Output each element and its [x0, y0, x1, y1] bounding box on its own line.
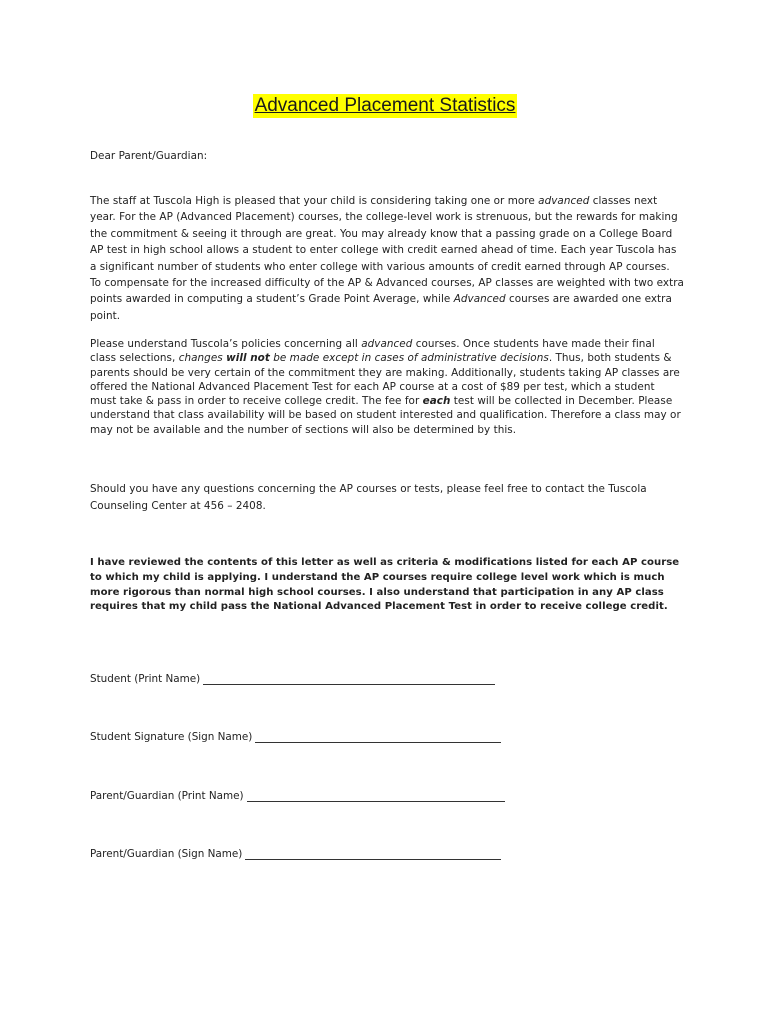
student-signature-label: Student Signature (Sign Name)	[90, 731, 253, 743]
policy-each-strong: each	[422, 395, 451, 408]
parent-print-name-label: Parent/Guardian (Print Name)	[90, 790, 244, 802]
student-print-name-field[interactable]	[203, 673, 495, 685]
policy-paragraph	[90, 337, 684, 437]
parent-signature-field[interactable]	[245, 848, 501, 860]
parent-signature-label: Parent/Guardian (Sign Name)	[90, 848, 243, 860]
policy-except-em: be made except in cases of administrative decisions	[269, 352, 549, 365]
student-print-name-label: Student (Print Name)	[90, 673, 201, 685]
policy-text-c: courses. Once students have made their final class selections,	[90, 338, 655, 365]
intro-text-a: The staff at Tuscola High is pleased that your child is considering taking one or more	[90, 195, 539, 207]
student-signature-line	[90, 731, 501, 743]
policy-text-i: test will be collected in December. Please understand that class availability will be based on student interested and qualification. Therefore a class may or may not be available and the number of sections will also be determined by this.	[90, 395, 681, 436]
policy-will-not-strong: will not	[226, 352, 270, 365]
policy-text-a: Please understand Tuscola’s policies concerning all	[90, 338, 362, 350]
parent-print-name-line	[90, 790, 505, 802]
policy-advanced-em: advanced	[361, 338, 413, 350]
parent-print-name-field[interactable]	[247, 790, 505, 802]
policy-changes-em: changes	[178, 352, 227, 365]
policy-text-g: . Thus, both students & parents should be very certain of the commitment they are making. Additionally, students taking AP classes are offered the National Advanced Placement Test for each AP course at a cost of $89 per test, which a student must take & pass in order to receive college credit. The fee for	[90, 352, 680, 408]
title-container	[0, 94, 770, 118]
student-print-name-line	[90, 673, 495, 685]
student-signature-field[interactable]	[255, 731, 501, 743]
intro-text-c: classes next year. For the AP (Advanced Placement) courses, the college-level work is strenuous, but the rewards for making the commitment & seeing it through are great. You may already know that a passing grade on a College Board AP test in high school allows a student to enter college with credit earned ahead of time. Each year Tuscola has a significant number of students who enter college with various amounts of credit earned through AP courses. To compensate for the increased difficulty of the AP & Advanced courses, AP classes are weighted with two extra points awarded in computing a student’s Grade Point Average, while	[90, 195, 684, 306]
contact-paragraph: Should you have any questions concerning the AP courses or tests, please feel free to contact the Tuscola Counseling Center at 456 – 2408.	[90, 483, 647, 512]
intro-advanced-em: advanced	[538, 195, 590, 207]
acknowledgement-paragraph: I have reviewed the contents of this letter as well as criteria & modifications listed for each AP course to which my child is applying. I understand the AP courses require college level work which is much more rigorous than normal high school courses. I also understand that participation in any AP class requires that my child pass the National Advanced Placement Test in order to receive college credit.	[90, 557, 680, 613]
salutation: Dear Parent/Guardian:	[90, 150, 208, 162]
intro-text-e: courses are awarded one extra point.	[90, 293, 672, 322]
intro-advanced-em-2: Advanced	[453, 293, 506, 306]
parent-signature-line	[90, 848, 501, 860]
page-title: Advanced Placement Statistics	[254, 95, 516, 116]
intro-paragraph	[90, 193, 684, 324]
